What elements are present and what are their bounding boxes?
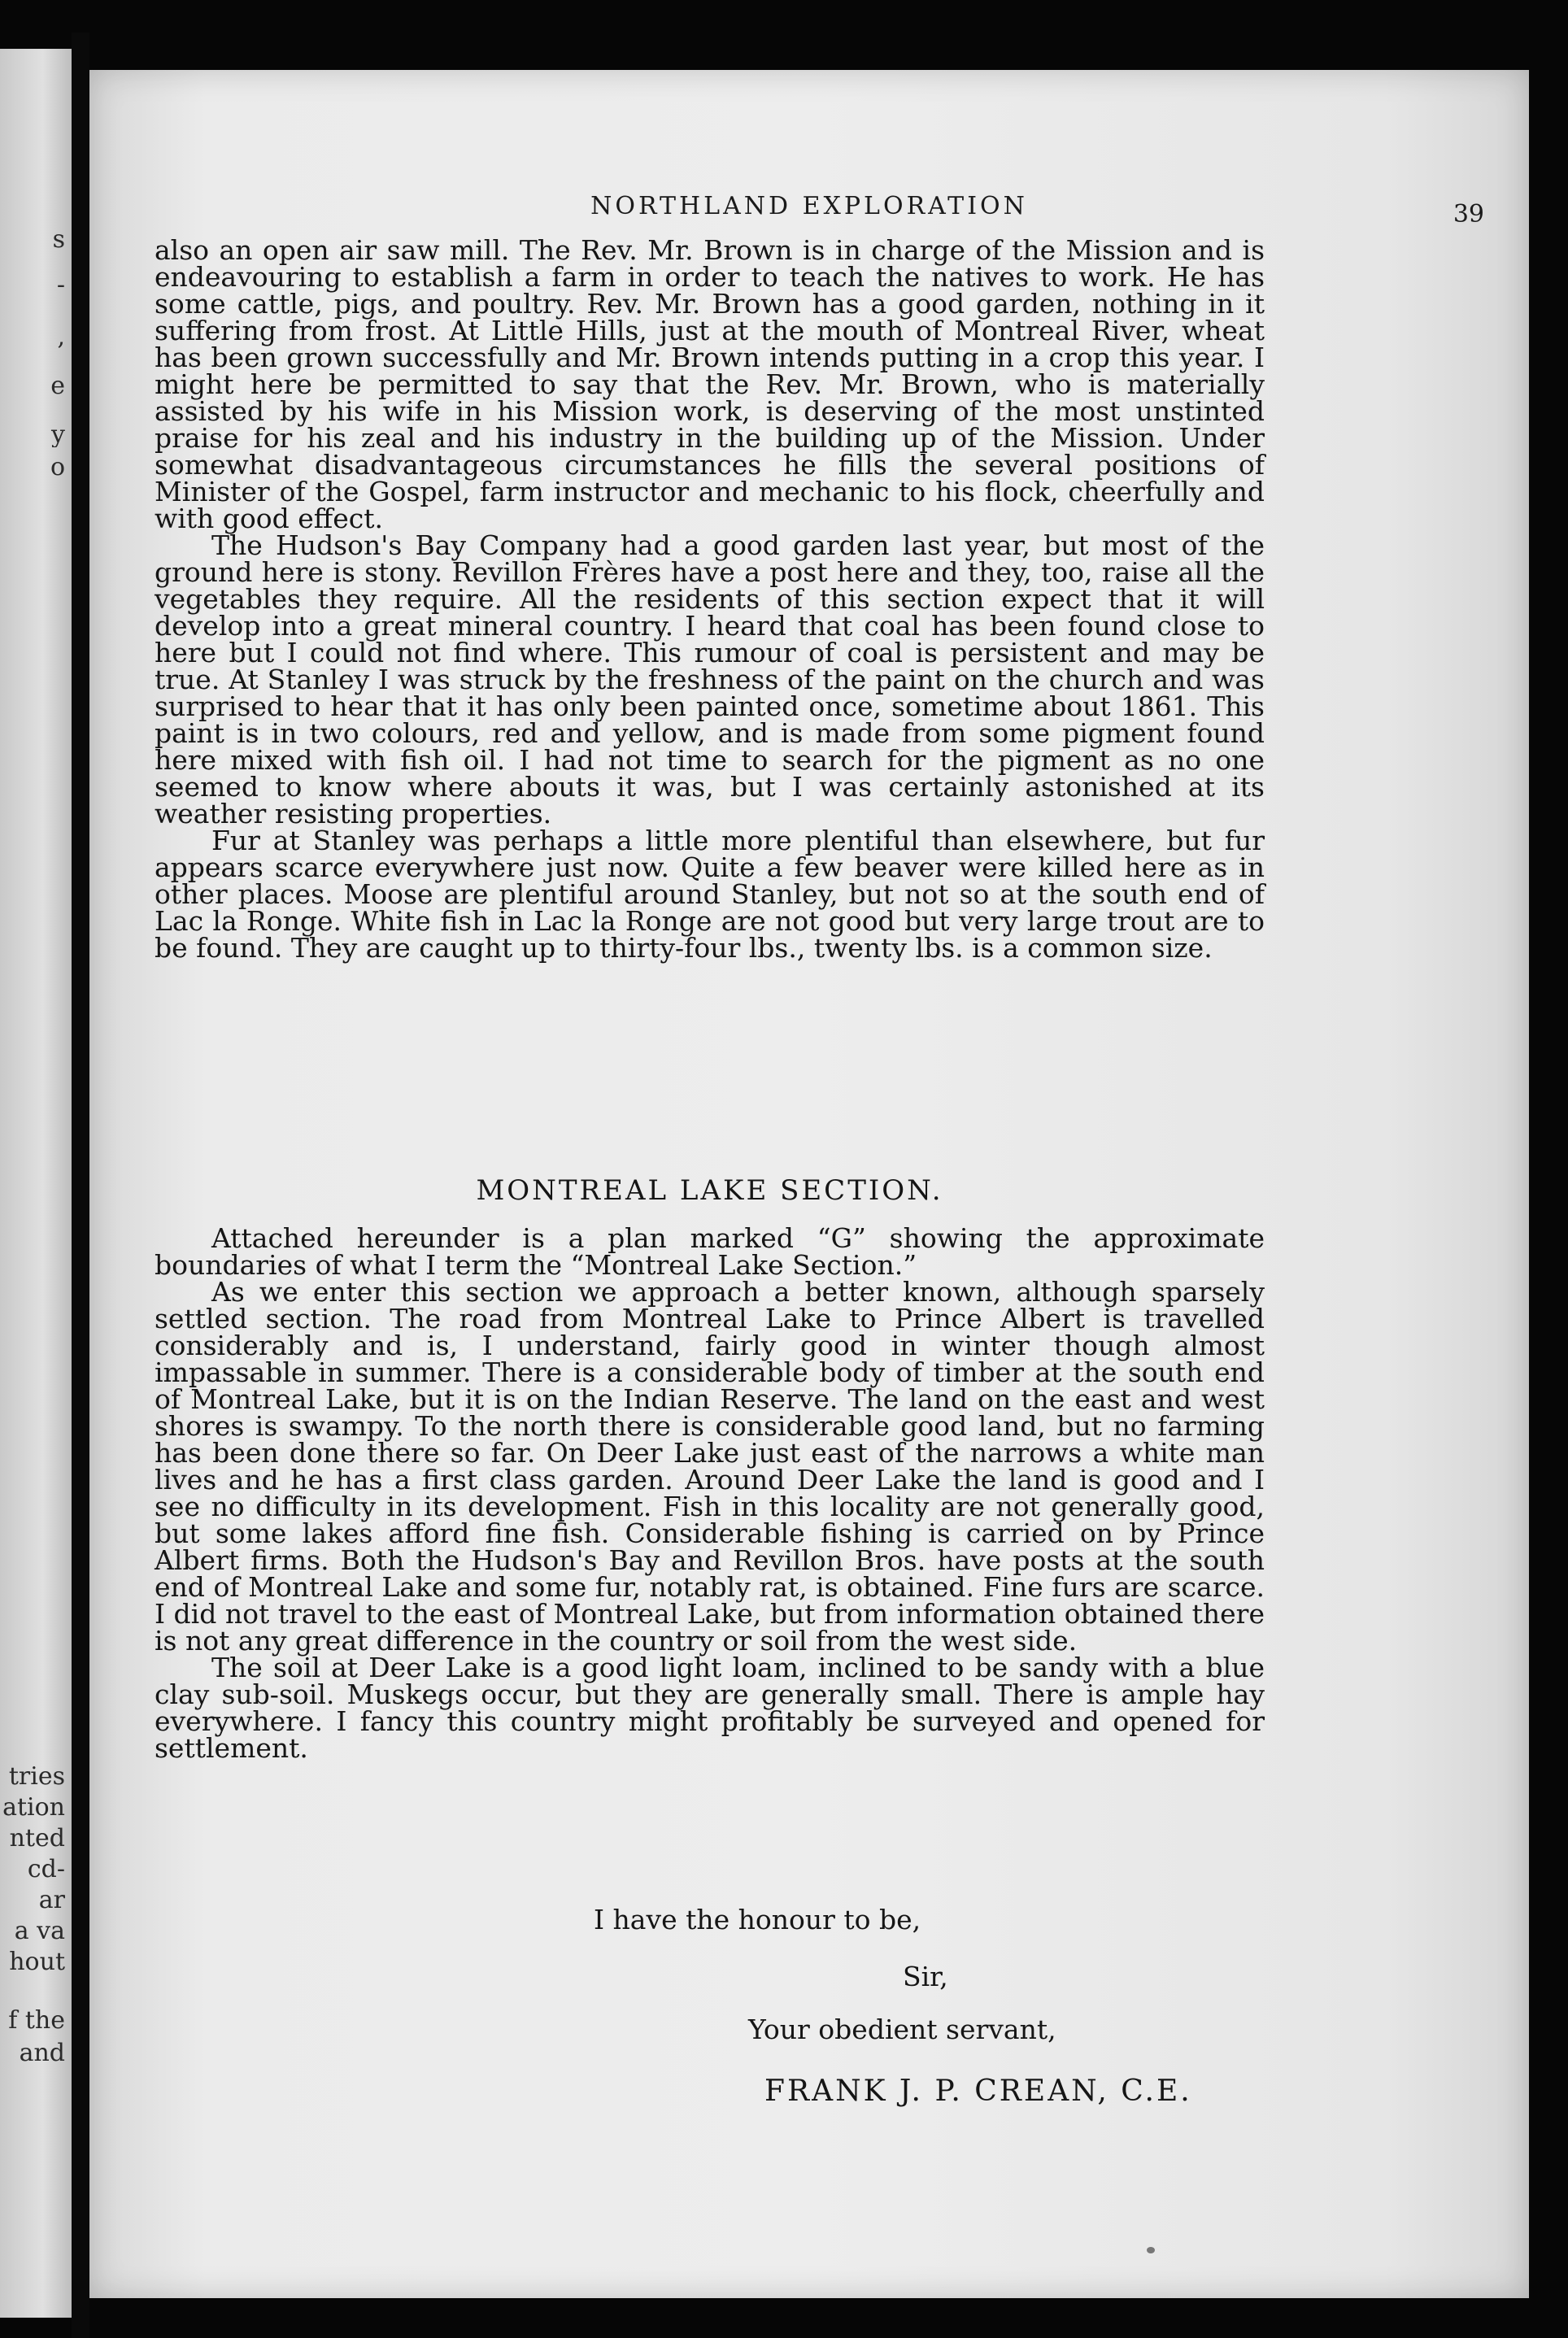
left-page-fragment: f the [8,2009,65,2033]
left-page-fragment: e [50,374,65,398]
left-facing-page [0,49,72,2318]
dust-speck [1147,2247,1155,2253]
document-page [89,70,1529,2298]
left-page-fragment: o [50,455,65,480]
paragraph: The soil at Deer Lake is a good light loam, inclined to be sandy with a blue clay sub-soil. Muskegs occur, but they are generally small. There is ample hay everywhere. I fancy this country might profitably be surveyed and opened for settlement. [155,1652,1265,1764]
left-page-fragment: ar [38,1888,65,1913]
closing-sir: Sir, [903,1961,948,1992]
body-text-part-1 [155,234,1265,964]
left-page-fragment: and [19,2041,65,2066]
paragraph: As we enter this section we approach a better known, although sparsely settled section. The road from Montreal Lake to Prince Albert is travelled considerably and is, I understand, fairly good in winter though almost impassable in summer. There is a considerable body of timber at the south end of Montreal Lake, but it is on the Indian Reserve. The land on the east and west shores is swampy. To the north there is considerable good land, but no farming has been done there so far. On Deer Lake just east of the narrows a white man lives and he has a first class garden. Around Deer Lake the land is good and I see no difficulty in its development. Fish in this locality are not generally good, but some lakes afford fine fish. Considerable fishing is carried on by Prince Albert firms. Both the Hudson's Bay and Revillon Bros. have posts at the south end of Montreal Lake and some fur, notably rat, is obtained. Fine furs are scarce. I did not travel to the east of Montreal Lake, but from information obtained there is not any great difference in the country or soil from the west side. [155,1276,1265,1657]
body-text-part-2 [155,1222,1265,1764]
left-page-fragment: a va [14,1919,65,1944]
left-page-fragment: cd- [27,1857,65,1882]
closing-servant: Your obedient servant, [748,2014,1056,2045]
signature-name: FRANK J. P. CREAN, C.E. [764,2075,1192,2108]
paragraph: The Hudson's Bay Company had a good garden last year, but most of the ground here is stony. Revillon Frères have a post here and they, too, raise all the vegetables they require. All the residents of this section expect that it will develop into a great mineral country. I heard that coal has been found close to here but I could not find where. This rumour of coal is persistent and may be true. At Stanley I was struck by the freshness of the paint on the church and was surprised to hear that it has only been painted once, sometime about 1861. This paint is in two colours, red and yellow, and is made from some pigment found here mixed with fish oil. I had not time to search for the pigment as no one seemed to know where abouts it was, but I was certainly astonished at its weather resisting properties. [155,529,1265,829]
left-page-fragment: ation [2,1796,65,1820]
page-number: 39 [1453,200,1484,229]
closing-salutation: I have the honour to be, [594,1904,921,1935]
running-header: NORTHLAND EXPLORATION [590,192,1028,220]
paragraph: also an open air saw mill. The Rev. Mr. Brown is in charge of the Mission and is endeavouring to establish a farm in order to teach the natives to work. He has some cattle, pigs, and poultry. Rev. Mr. Brown has a good garden, nothing in it suffering from frost. At Little Hills, just at the mouth of Montreal River, wheat has been grown successfully and Mr. Brown intends putting in a crop this year. I might here be permitted to say that the Rev. Mr. Brown, who is materially assisted by his wife in his Mission work, is deserving of the most unstinted praise for his zeal and his industry in the building up of the Mission. Under somewhat disadvantageous circumstances he fills the several positions of Minister of the Gospel, farm instructor and mechanic to his flock, cheerfully and with good effect. [155,234,1265,534]
paragraph: Attached hereunder is a plan marked “G” showing the approximate boundaries of what I term the “Montreal Lake Section.” [155,1222,1265,1281]
section-heading: MONTREAL LAKE SECTION. [476,1174,943,1207]
left-page-fragment: nted [9,1826,65,1851]
left-page-fragment: s [52,228,65,252]
left-page-fragment: hout [9,1950,65,1974]
left-page-fragment: tries [8,1765,65,1789]
paragraph: Fur at Stanley was perhaps a little more plentiful than elsewhere, but fur appears scarce everywhere just now. Quite a few beaver were killed here as in other places. Moose are plentiful around Stanley, but not so at the south end of Lac la Ronge. White fish in Lac la Ronge are not good but very large trout are to be found. They are caught up to thirty-four lbs., twenty lbs. is a common size. [155,825,1265,964]
left-page-fragment: - [56,273,65,298]
left-page-fragment: , [57,325,65,350]
left-page-fragment: y [51,423,65,447]
book-gutter [72,33,89,2338]
